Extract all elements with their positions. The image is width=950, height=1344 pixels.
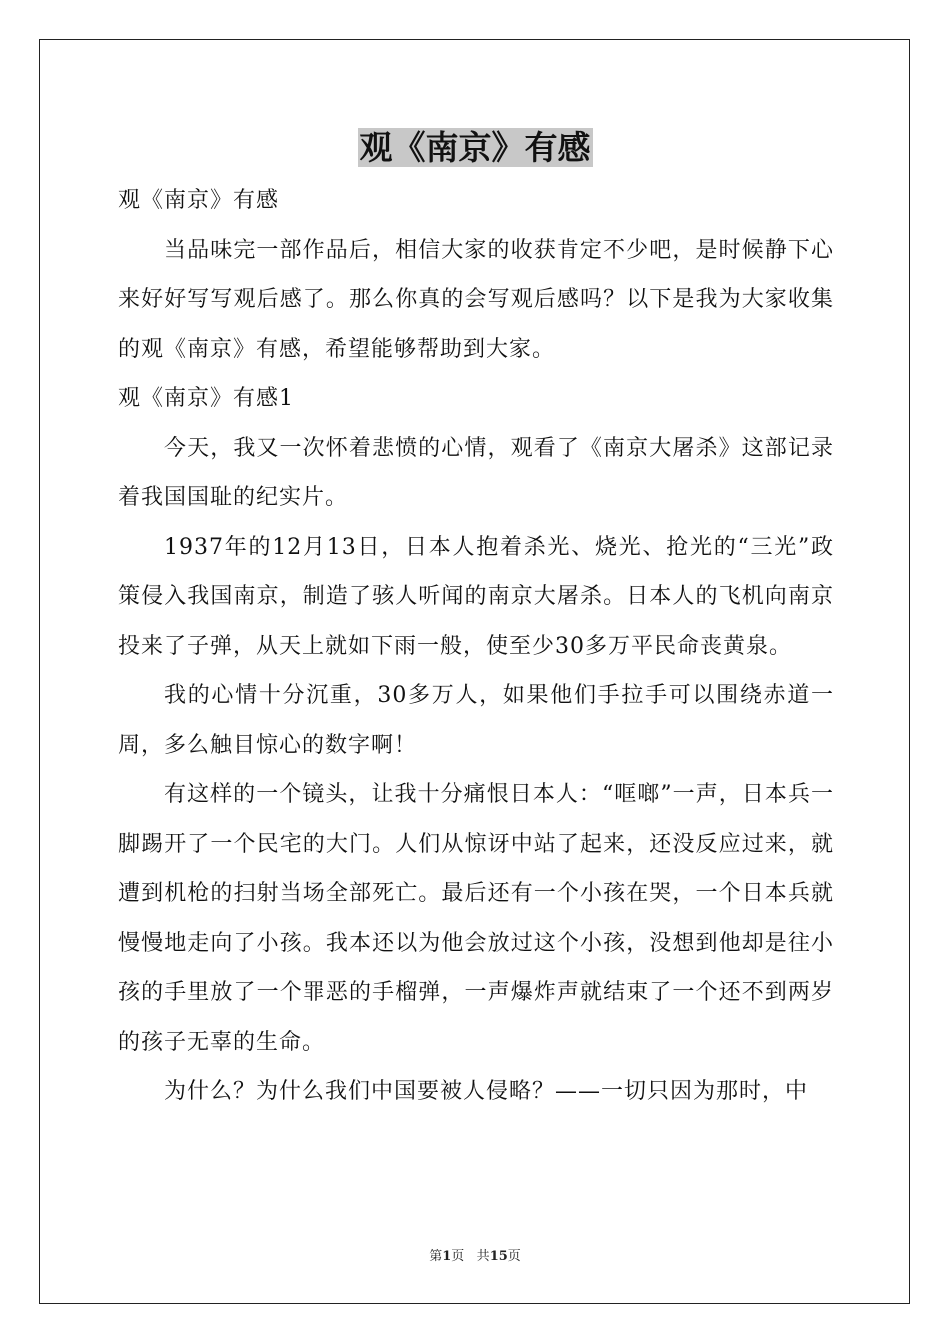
paragraph-body: 1937年的12月13日，日本人抱着杀光、烧光、抢光的“三光”政策侵入我国南京，制造了骇人听闻的南京大屠杀。日本人的飞机向南京投来了子弹，从天上就如下雨一般，使至少30多万平民命丧黄泉。 xyxy=(118,534,834,659)
paragraph-body: 为什么？为什么我们中国要被人侵略？——一切只因为那时，中 xyxy=(164,1079,809,1104)
paragraph-body: 有这样的一个镜头，让我十分痛恨日本人：“哐啷”一声，日本兵一脚踢开了一个民宅的大门。人们从惊讶中站了起来，还没反应过来，就遭到机枪的扫射当场全部死亡。最后还有一个小孩在哭，一个日本兵就慢慢地走向了小孩。我本还以为他会放过这个小孩，没想到他却是往小孩的手里放了一个罪恶的手榴弹，一声爆炸声就结束了一个还不到两岁的孩子无辜的生命。 xyxy=(118,782,834,1055)
page-prefix: 第 xyxy=(429,1249,443,1264)
paragraph-intro: 当品味完一部作品后，相信大家的收获肯定不少吧，是时候静下心来好好写写观后感了。那么你真的会写观后感吗？以下是我为大家收集的观《南京》有感，希望能够帮助到大家。 xyxy=(118,237,834,362)
paragraph-body: 今天，我又一次怀着悲愤的心情，观看了《南京大屠杀》这部记录着我国国耻的纪实片。 xyxy=(118,435,834,510)
paragraph-subtitle: 观《南京》有感 xyxy=(118,188,280,213)
page-suffix: 页 xyxy=(451,1249,465,1264)
document-title xyxy=(0,126,950,170)
total-suffix: 页 xyxy=(507,1249,521,1264)
document-title-text: 观《南京》有感 xyxy=(359,128,591,167)
total-prefix: 共 xyxy=(476,1249,490,1264)
page-current-number: 1 xyxy=(442,1249,452,1264)
paragraph-body: 我的心情十分沉重，30多万人，如果他们手拉手可以围绕赤道一周，多么触目惊心的数字啊！ xyxy=(118,683,834,758)
paragraph-section-heading: 观《南京》有感1 xyxy=(118,386,294,411)
document-body xyxy=(118,176,834,1117)
page-total-number: 15 xyxy=(489,1249,508,1264)
page-footer xyxy=(0,1248,950,1266)
